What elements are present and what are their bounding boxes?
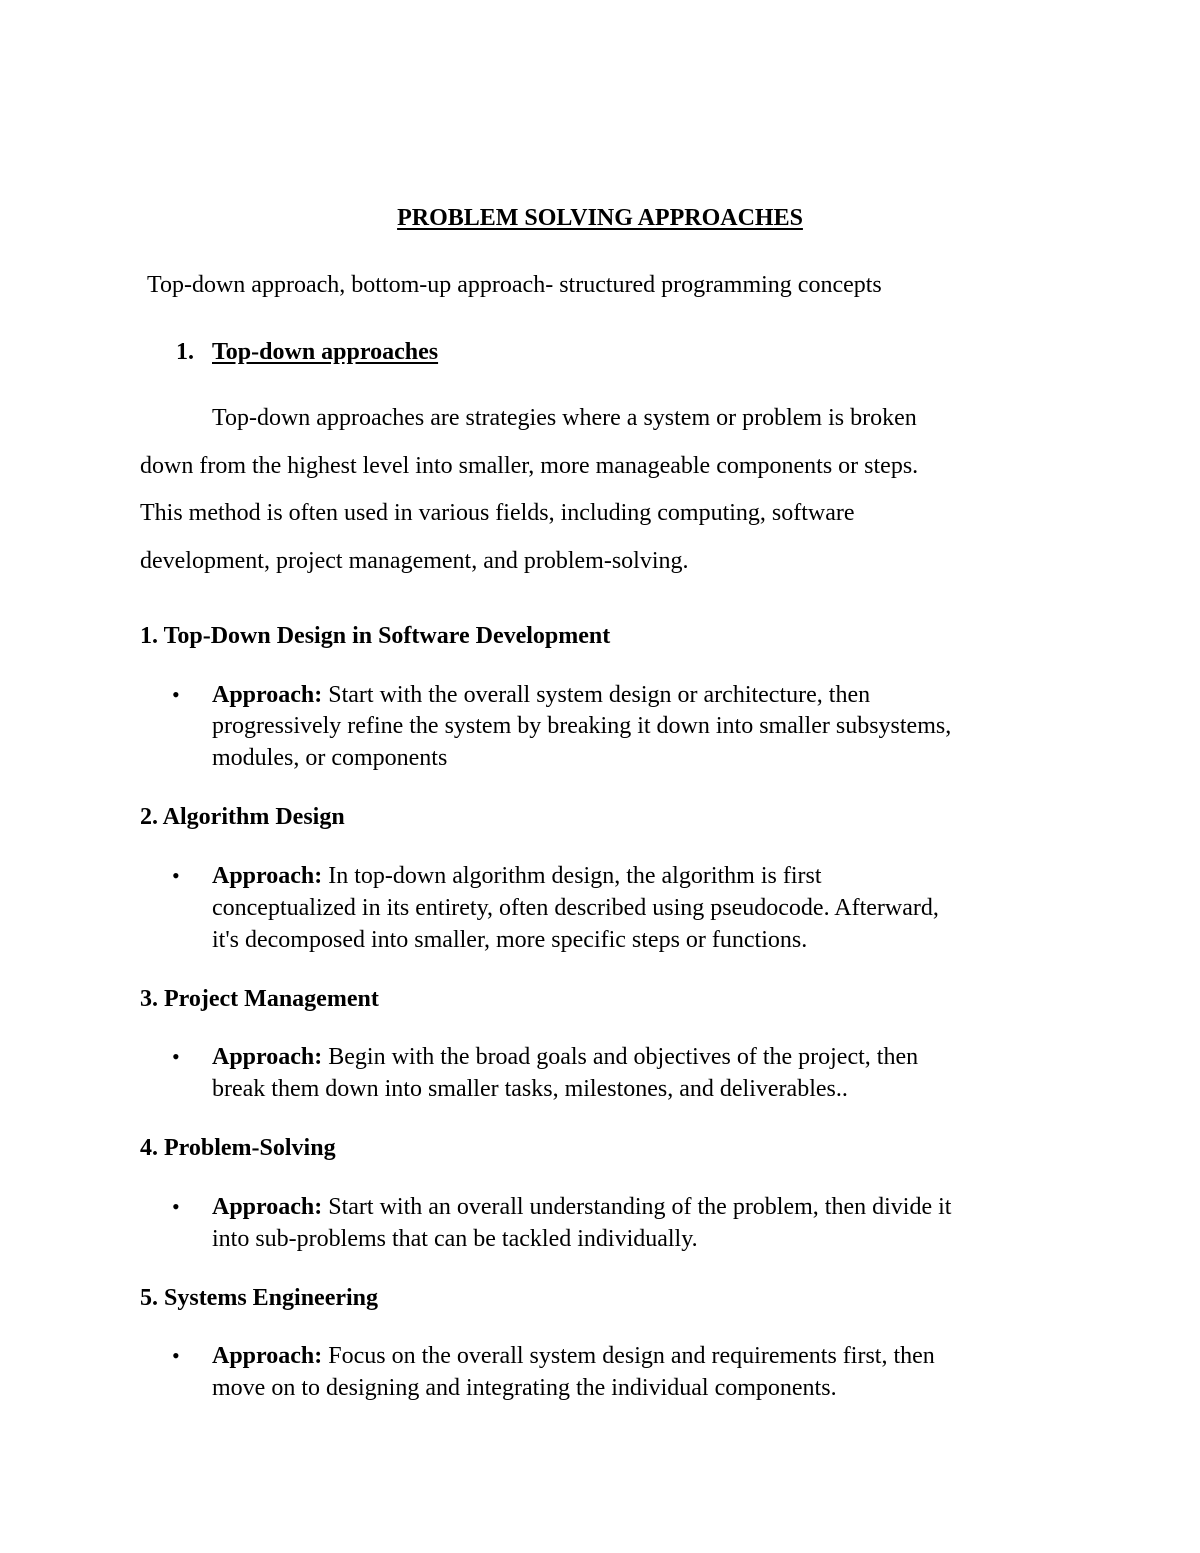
intro-line: down from the highest level into smaller, more manageable components or steps. bbox=[140, 453, 919, 479]
bullet-line: Approach: Begin with the broad goals and objectives of the project, then bbox=[212, 1044, 919, 1070]
intro-line: development, project management, and problem-solving. bbox=[140, 548, 689, 574]
page-title: PROBLEM SOLVING APPROACHES bbox=[397, 205, 803, 231]
approach-label: Approach: bbox=[212, 682, 323, 708]
bullet-icon: • bbox=[172, 682, 180, 707]
bullet-line: modules, or components bbox=[212, 745, 448, 771]
bullet-line: Approach: Start with the overall system design or architecture, then bbox=[212, 682, 871, 708]
page-subtitle: Top-down approach, bottom-up approach- structured programming concepts bbox=[147, 272, 882, 298]
bullet-line: it's decomposed into smaller, more specific steps or functions. bbox=[212, 927, 808, 953]
approach-label: Approach: bbox=[212, 1343, 323, 1369]
bullet-line: conceptualized in its entirety, often described using pseudocode. Afterward, bbox=[212, 895, 939, 921]
bullet-icon: • bbox=[172, 1044, 180, 1069]
approach-label: Approach: bbox=[212, 863, 323, 889]
bullet-icon: • bbox=[172, 1343, 180, 1368]
item-heading: 1. Top-Down Design in Software Development bbox=[140, 623, 611, 649]
section-title: Top-down approaches bbox=[212, 339, 439, 365]
intro-line: This method is often used in various fields, including computing, software bbox=[140, 500, 855, 526]
intro-line: Top-down approaches are strategies where a system or problem is broken bbox=[212, 405, 917, 431]
approach-label: Approach: bbox=[212, 1194, 323, 1220]
bullet-line: move on to designing and integrating the individual components. bbox=[212, 1375, 837, 1401]
bullet-line: Approach: Start with an overall understanding of the problem, then divide it bbox=[212, 1194, 952, 1220]
item-heading: 5. Systems Engineering bbox=[140, 1285, 379, 1311]
item-heading: 4. Problem-Solving bbox=[140, 1135, 336, 1161]
approach-label: Approach: bbox=[212, 1044, 323, 1070]
section-number: 1. bbox=[176, 339, 194, 365]
bullet-line: Approach: In top-down algorithm design, the algorithm is first bbox=[212, 863, 822, 889]
bullet-line: break them down into smaller tasks, milestones, and deliverables.. bbox=[212, 1076, 848, 1102]
bullet-line: into sub-problems that can be tackled individually. bbox=[212, 1226, 698, 1252]
bullet-icon: • bbox=[172, 863, 180, 888]
bullet-icon: • bbox=[172, 1194, 180, 1219]
item-heading: 2. Algorithm Design bbox=[140, 804, 345, 830]
item-heading: 3. Project Management bbox=[140, 986, 379, 1012]
bullet-line: progressively refine the system by breaking it down into smaller subsystems, bbox=[212, 713, 952, 739]
bullet-line: Approach: Focus on the overall system design and requirements first, then bbox=[212, 1343, 935, 1369]
